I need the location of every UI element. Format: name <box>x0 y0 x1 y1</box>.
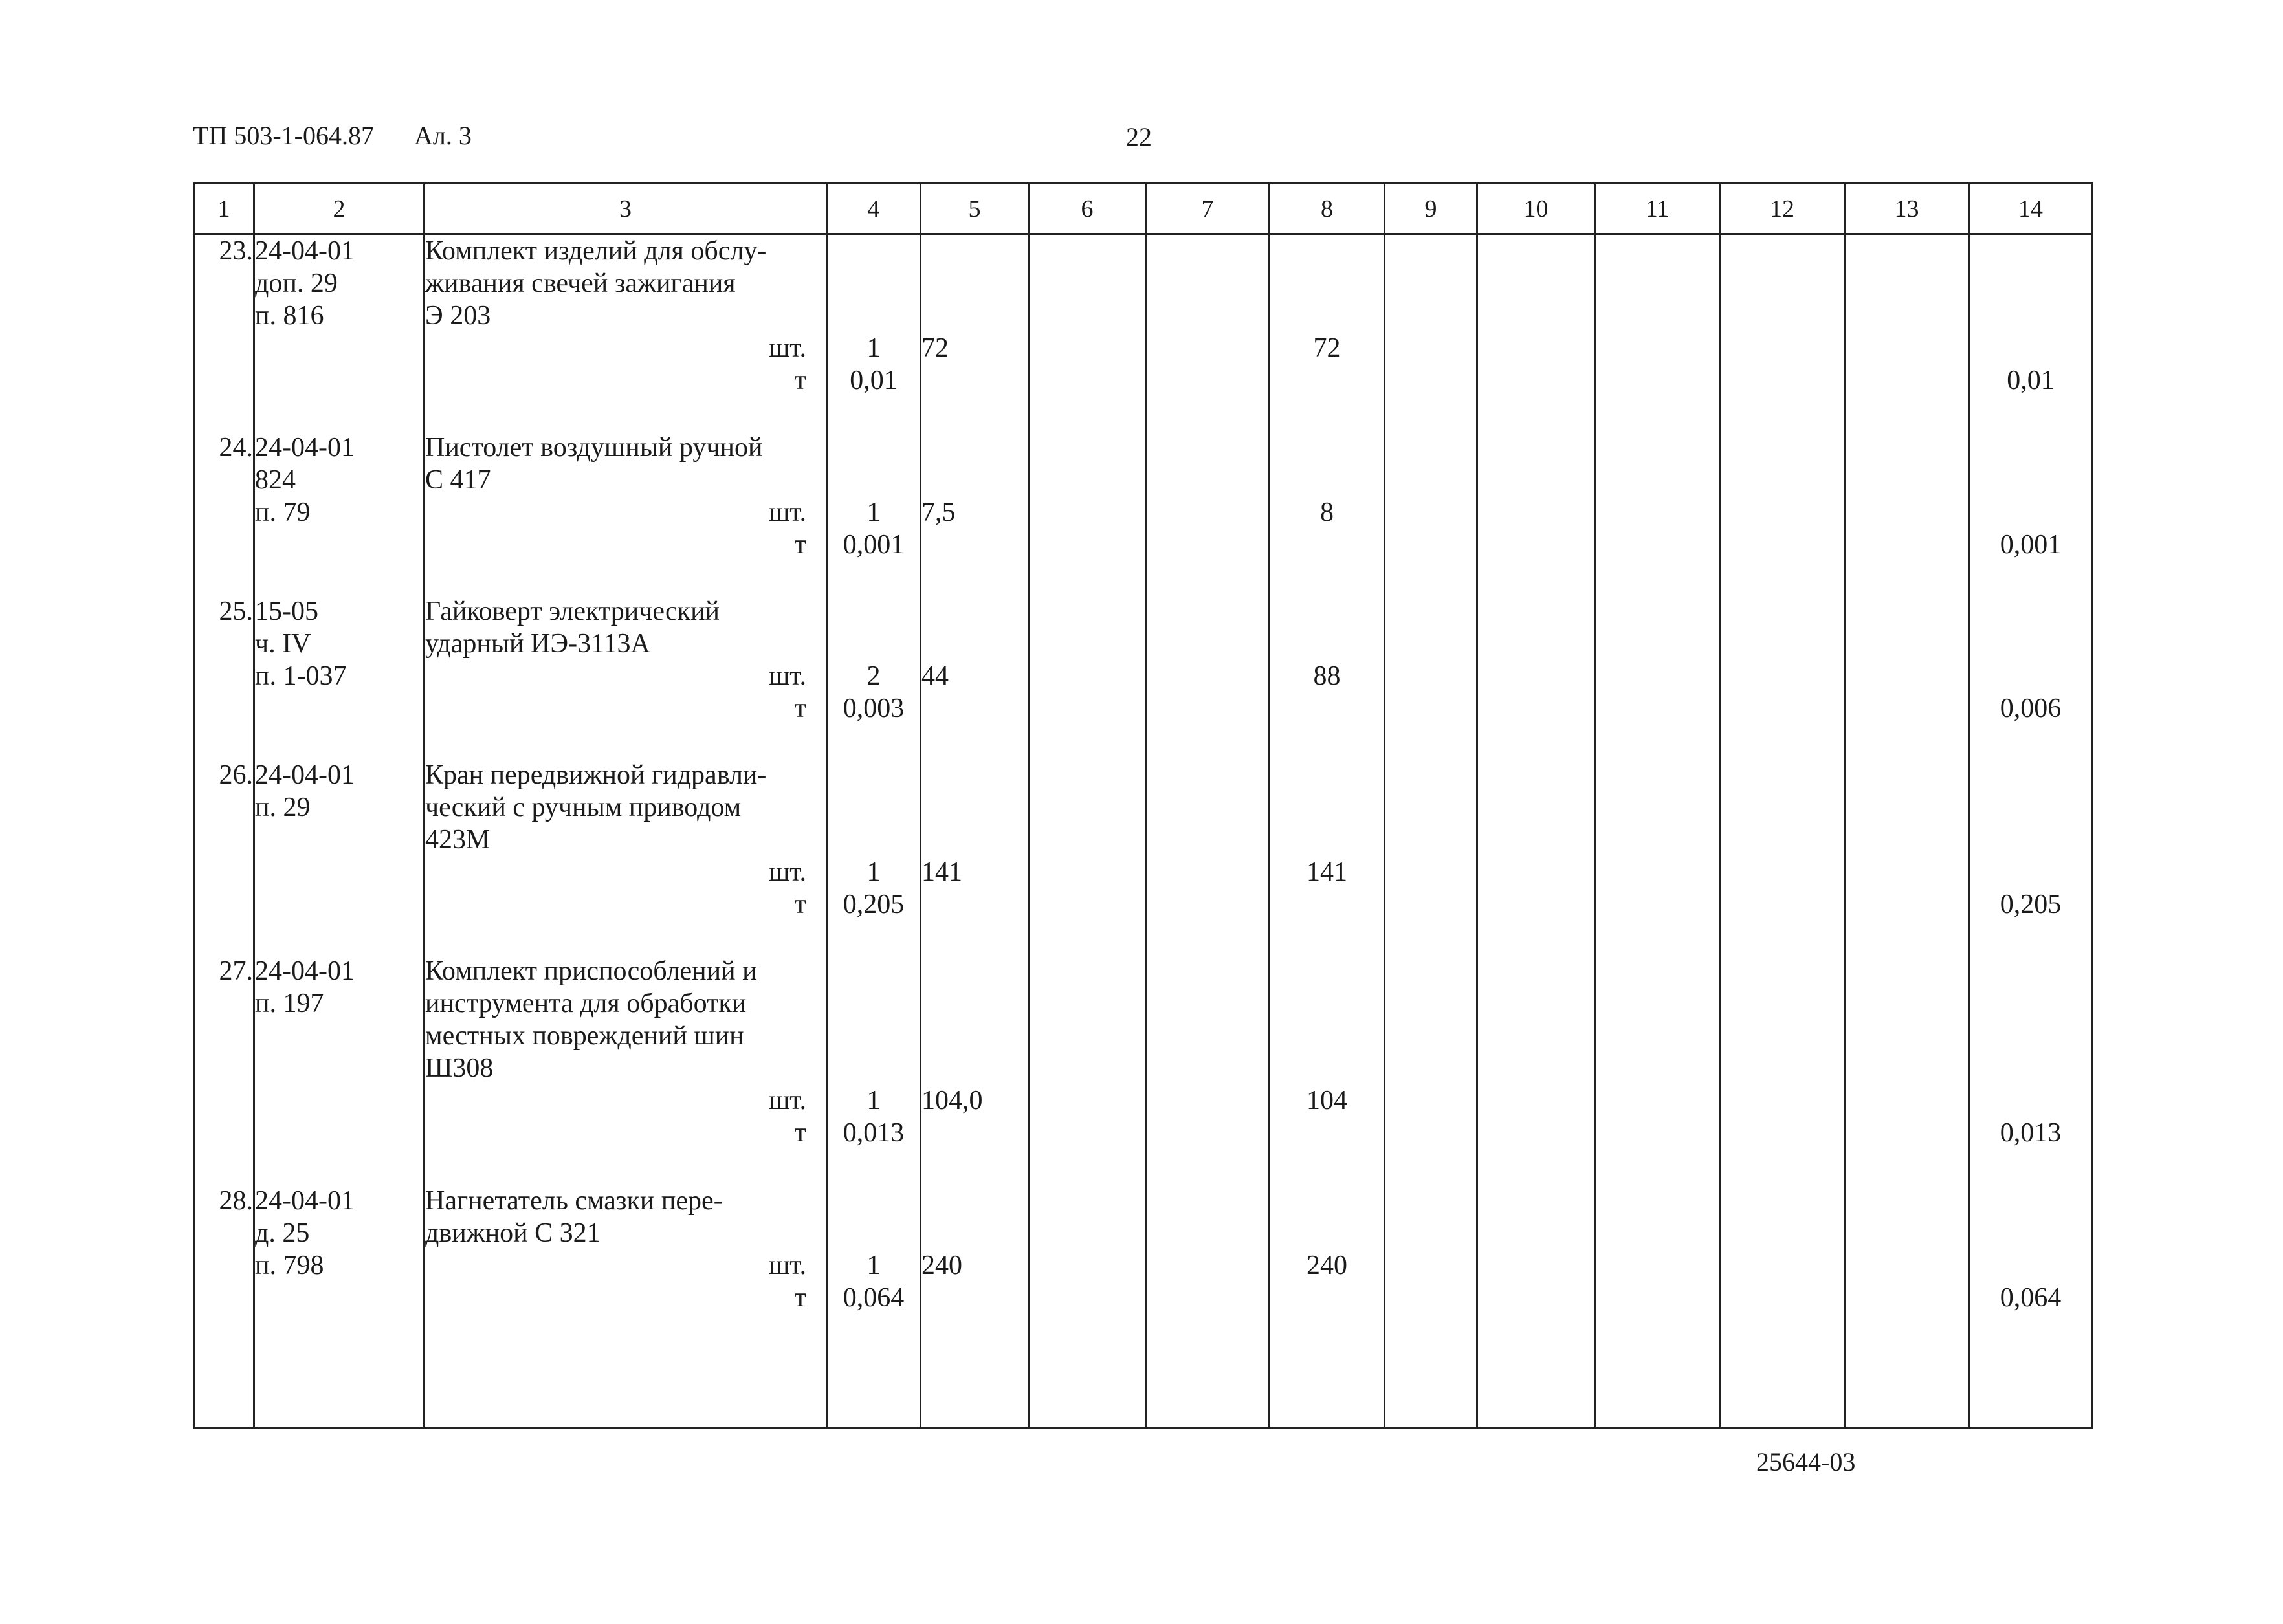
price-cell <box>921 234 1029 432</box>
empty-cell <box>1477 955 1595 1185</box>
description-line: Э 203 <box>425 301 491 331</box>
price-cell <box>921 432 1029 595</box>
total-cell <box>1270 234 1385 432</box>
column-header: 8 <box>1270 184 1385 234</box>
total-weight-value: 0,205 <box>2000 889 2062 919</box>
row-number: 25. <box>194 595 254 759</box>
sheet-label: Ал. 3 <box>414 121 472 150</box>
empty-cell <box>1477 234 1595 432</box>
price-value: 72 <box>921 333 949 363</box>
empty-cell <box>1029 759 1146 955</box>
column-header: 10 <box>1477 184 1595 234</box>
reference-line: п. 816 <box>255 301 324 331</box>
quantity-cell <box>827 432 921 595</box>
empty-cell <box>1029 432 1146 595</box>
price-cell <box>921 759 1029 955</box>
empty-cell <box>1595 595 1720 759</box>
row-number: 27. <box>194 955 254 1185</box>
row-number: 24. <box>194 432 254 595</box>
price-cell <box>921 1185 1029 1428</box>
empty-cell <box>1845 234 1969 432</box>
empty-cell <box>1146 234 1270 432</box>
price-value: 141 <box>921 857 962 887</box>
column-header: 7 <box>1146 184 1270 234</box>
description-line: 423М <box>425 824 491 855</box>
empty-cell <box>1720 595 1845 759</box>
weight-value: 0,001 <box>843 529 905 560</box>
column-header: 13 <box>1845 184 1969 234</box>
reference-cell <box>254 595 425 759</box>
column-header: 11 <box>1595 184 1720 234</box>
description-line: инструмента для обработки <box>425 988 747 1018</box>
empty-cell <box>1720 955 1845 1185</box>
description-line: Гайковерт электрический <box>425 596 720 626</box>
description-cell <box>425 955 827 1185</box>
quantity-value: 1 <box>866 1085 881 1115</box>
empty-cell <box>1146 432 1270 595</box>
description-cell <box>425 1185 827 1428</box>
reference-line: п. 79 <box>255 497 311 527</box>
empty-cell <box>1845 955 1969 1185</box>
empty-cell <box>1845 1185 1969 1428</box>
quantity-value: 2 <box>866 661 881 691</box>
unit-label: т <box>794 366 806 395</box>
price-cell <box>921 955 1029 1185</box>
unit-label: т <box>794 1282 806 1313</box>
column-header: 12 <box>1720 184 1845 234</box>
empty-cell <box>1385 432 1477 595</box>
row-number: 23. <box>194 234 254 432</box>
reference-line: 24-04-01 <box>255 1185 355 1216</box>
table-row <box>194 595 2093 759</box>
description-line: ческий с ручным приводом <box>425 792 742 822</box>
column-header: 9 <box>1385 184 1477 234</box>
price-cell <box>921 595 1029 759</box>
empty-cell <box>1845 432 1969 595</box>
empty-cell <box>1720 432 1845 595</box>
reference-line: п. 197 <box>255 988 324 1018</box>
quantity-value: 1 <box>866 497 881 527</box>
empty-cell <box>1029 955 1146 1185</box>
quantity-value: 1 <box>866 1250 881 1280</box>
weight-value: 0,013 <box>843 1117 905 1148</box>
column-header: 1 <box>194 184 254 234</box>
description-line: движной С 321 <box>425 1218 601 1248</box>
empty-cell <box>1477 432 1595 595</box>
quantity-cell <box>827 955 921 1185</box>
empty-cell <box>1385 234 1477 432</box>
empty-cell <box>1146 1185 1270 1428</box>
document-stamp: 25644-03 <box>1756 1447 1856 1476</box>
empty-cell <box>1385 955 1477 1185</box>
quantity-value: 1 <box>866 857 881 887</box>
description-cell <box>425 595 827 759</box>
price-value: 44 <box>921 661 949 691</box>
reference-line: ч. IV <box>255 628 311 659</box>
description-line: Ш308 <box>425 1053 494 1083</box>
reference-cell <box>254 759 425 955</box>
table-row <box>194 234 2093 432</box>
empty-cell <box>1720 1185 1845 1428</box>
unit-label: т <box>794 693 806 723</box>
column-number-row <box>194 184 2093 234</box>
total-weight-cell <box>1969 1185 2093 1428</box>
total-value: 104 <box>1307 1085 1347 1115</box>
table-row <box>194 955 2093 1185</box>
description-cell <box>425 759 827 955</box>
reference-line: 824 <box>255 465 296 495</box>
empty-cell <box>1845 595 1969 759</box>
weight-value: 0,01 <box>850 366 898 395</box>
unit-label: шт. <box>768 1250 806 1280</box>
column-header: 2 <box>254 184 425 234</box>
total-weight-value: 0,01 <box>2007 366 2055 395</box>
empty-cell <box>1385 759 1477 955</box>
description-line: Комплект изделий для обслу- <box>425 236 767 266</box>
specification-table <box>193 182 2093 1429</box>
document-code: ТП 503-1-064.87 <box>193 121 374 150</box>
description-line: С 417 <box>425 465 491 495</box>
reference-cell <box>254 1185 425 1428</box>
empty-cell <box>1029 234 1146 432</box>
empty-cell <box>1595 432 1720 595</box>
total-weight-value: 0,006 <box>2000 693 2062 723</box>
table-row <box>194 1185 2093 1428</box>
description-cell <box>425 432 827 595</box>
reference-line: п. 798 <box>255 1250 324 1280</box>
unit-label: шт. <box>768 1085 806 1115</box>
empty-cell <box>1146 595 1270 759</box>
unit-label: шт. <box>768 661 806 691</box>
empty-cell <box>1477 1185 1595 1428</box>
total-cell <box>1270 955 1385 1185</box>
unit-label: т <box>794 889 806 919</box>
reference-line: 15-05 <box>255 596 318 626</box>
reference-cell <box>254 234 425 432</box>
column-header: 5 <box>921 184 1029 234</box>
column-header: 6 <box>1029 184 1146 234</box>
table-row <box>194 759 2093 955</box>
empty-cell <box>1146 955 1270 1185</box>
empty-cell <box>1385 595 1477 759</box>
reference-cell <box>254 955 425 1185</box>
total-value: 72 <box>1313 333 1341 363</box>
total-weight-cell <box>1969 595 2093 759</box>
row-number: 26. <box>194 759 254 955</box>
total-cell <box>1270 759 1385 955</box>
quantity-value: 1 <box>866 333 881 363</box>
description-cell <box>425 234 827 432</box>
empty-cell <box>1845 759 1969 955</box>
empty-cell <box>1720 234 1845 432</box>
total-cell <box>1270 595 1385 759</box>
reference-line: п. 29 <box>255 792 311 822</box>
quantity-cell <box>827 1185 921 1428</box>
reference-line: п. 1-037 <box>255 661 347 691</box>
empty-cell <box>1595 955 1720 1185</box>
total-weight-value: 0,001 <box>2000 529 2062 560</box>
page-number: 22 <box>1126 122 1152 151</box>
weight-value: 0,003 <box>843 693 905 723</box>
reference-line: д. 25 <box>255 1218 310 1248</box>
reference-cell <box>254 432 425 595</box>
description-line: Кран передвижной гидравли- <box>425 760 767 790</box>
total-weight-value: 0,013 <box>2000 1117 2062 1148</box>
reference-line: 24-04-01 <box>255 432 355 463</box>
row-number: 28. <box>194 1185 254 1428</box>
table-row <box>194 432 2093 595</box>
unit-label: т <box>794 1117 806 1148</box>
description-line: местных повреждений шин <box>425 1020 744 1051</box>
total-value: 141 <box>1307 857 1347 887</box>
unit-label: шт. <box>768 857 806 887</box>
quantity-cell <box>827 595 921 759</box>
description-line: Комплект приспособлений и <box>425 956 757 986</box>
empty-cell <box>1477 759 1595 955</box>
reference-line: 24-04-01 <box>255 236 355 266</box>
unit-label: шт. <box>768 497 806 527</box>
unit-label: т <box>794 529 806 560</box>
total-cell <box>1270 1185 1385 1428</box>
total-value: 88 <box>1313 661 1341 691</box>
empty-cell <box>1029 1185 1146 1428</box>
empty-cell <box>1595 759 1720 955</box>
total-value: 240 <box>1307 1250 1347 1280</box>
reference-line: доп. 29 <box>255 269 338 298</box>
total-weight-value: 0,064 <box>2000 1282 2062 1313</box>
empty-cell <box>1385 1185 1477 1428</box>
description-line: живания свечей зажигания <box>425 269 736 298</box>
total-cell <box>1270 432 1385 595</box>
column-header: 3 <box>425 184 827 234</box>
empty-cell <box>1595 234 1720 432</box>
empty-cell <box>1477 595 1595 759</box>
empty-cell <box>1720 759 1845 955</box>
quantity-cell <box>827 234 921 432</box>
weight-value: 0,064 <box>843 1282 905 1313</box>
description-line: ударный ИЭ-3113А <box>425 628 650 659</box>
total-weight-cell <box>1969 955 2093 1185</box>
total-value: 8 <box>1320 497 1334 527</box>
total-weight-cell <box>1969 234 2093 432</box>
description-line: Нагнетатель смазки пере- <box>425 1185 723 1216</box>
reference-line: 24-04-01 <box>255 760 355 790</box>
reference-line: 24-04-01 <box>255 956 355 986</box>
price-value: 7,5 <box>921 497 956 527</box>
price-value: 240 <box>921 1250 962 1280</box>
empty-cell <box>1146 759 1270 955</box>
total-weight-cell <box>1969 432 2093 595</box>
total-weight-cell <box>1969 759 2093 955</box>
quantity-cell <box>827 759 921 955</box>
weight-value: 0,205 <box>843 889 905 919</box>
column-header: 14 <box>1969 184 2093 234</box>
unit-label: шт. <box>768 333 806 363</box>
column-header: 4 <box>827 184 921 234</box>
description-line: Пистолет воздушный ручной <box>425 432 763 463</box>
empty-cell <box>1595 1185 1720 1428</box>
price-value: 104,0 <box>921 1085 983 1115</box>
empty-cell <box>1029 595 1146 759</box>
